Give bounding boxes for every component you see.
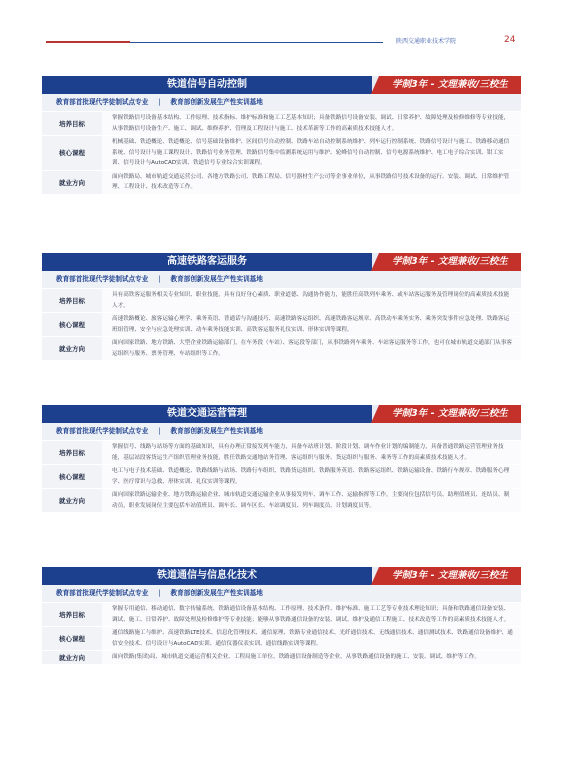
row-text: 通信线路施工与维护、高速铁路LTE技术、信息化管理技术、通信原理、铁路专业通信技术、光纤通信技术、无线通信技术、通信测试技术、铁路通信设备维护、通信安全技术、信号设计与AutoCAD实训、通信仪器仪表实训、通信线路实训等课程。 bbox=[102, 627, 521, 650]
row-career bbox=[42, 170, 521, 194]
section-tags bbox=[42, 94, 521, 111]
tag-apprenticeship: 教育部首批现代学徒制试点专业 bbox=[56, 427, 149, 435]
tag-apprenticeship: 教育部首批现代学徒制试点专业 bbox=[56, 275, 149, 283]
header-blue-rule bbox=[130, 42, 383, 43]
row-text: 掌握铁路信号设备基本结构、工作原理、技术指标、维护标准和施工工艺基本知识；具备铁路信号设备安装、调试、日常养护、故障处理及检修维修等专业技能，从事铁路信号设备生产、施工、调试、维修养护、管理及工程设计与施工、技术革新等工作的高素质技术技能人才。 bbox=[102, 112, 521, 135]
row-label: 核心课程 bbox=[42, 465, 102, 488]
program-title: 高速铁路客运服务 bbox=[42, 253, 372, 271]
program-section-high-speed-passenger bbox=[42, 253, 521, 360]
row-career bbox=[42, 488, 521, 512]
program-section-transport-operations bbox=[42, 405, 521, 512]
row-label: 核心课程 bbox=[42, 136, 102, 170]
row-label: 就业方向 bbox=[42, 651, 102, 664]
tag-training-base: 教育部创新发展生产性实训基地 bbox=[170, 275, 263, 283]
tag-apprenticeship: 教育部首批现代学徒制试点专业 bbox=[56, 98, 149, 106]
row-goal bbox=[42, 111, 521, 135]
row-label: 培养目标 bbox=[42, 441, 102, 464]
row-text: 面向铁路局、城市轨道交通运营公司、各地方铁路公司、铁路工程局、信号器材生产公司等企事业单位，从事铁路信号技术设备的运行、安装、调试、日常维护管理、工程设计、技术改造等工作。 bbox=[102, 171, 521, 194]
row-text: 面向铁路(集团)局、城市轨道交通运营相关企业、工程局施工单位、铁路通信设备制造等企业，从事铁路通信设备的施工、安装、调试、维护等工作。 bbox=[102, 651, 521, 664]
program-section-communications bbox=[42, 567, 521, 664]
section-tags bbox=[42, 423, 521, 440]
section-header bbox=[42, 567, 521, 585]
program-section-signal-control bbox=[42, 76, 521, 194]
row-text: 机械基础、铁道概论、铁道概论、信号基础设备维护、区间信号自动控制、铁路车站自动控制系统维护、列车运行控制系统、铁路信号设计与施工、铁路移动通信系统、信号设计与施工课程设计、铁路信号业务管理、铁路信号集中监测系统运用与维护、轮峰信号自动控制、信号电源系统维护、电工电子综合实训、钳工实训、信号设计与AutoCAD实训、铁道信号专业综合实训课程。 bbox=[102, 136, 521, 170]
tag-apprenticeship: 教育部首批现代学徒制试点专业 bbox=[56, 589, 149, 597]
header-red-rule bbox=[46, 41, 130, 43]
page-number: 24 bbox=[504, 35, 516, 45]
row-label: 就业方向 bbox=[42, 171, 102, 194]
row-text: 面向国家铁路运输企业、地方铁路运输企业、城市轨道交通运输企业从事接发列车、调车工作、运输指挥等工作，主要岗位包括信号员、助理值班员、连结员、制动员，职业发展岗位主要包括车站值班员、调车长、调车区长、车站调度员、列车调度员、计划调度员等。 bbox=[102, 489, 521, 512]
section-header bbox=[42, 76, 521, 94]
row-goal bbox=[42, 440, 521, 464]
row-label: 培养目标 bbox=[42, 112, 102, 135]
row-goal bbox=[42, 288, 521, 312]
program-duration: 学制3年 - 文理兼收/三校生 bbox=[379, 253, 521, 271]
row-core bbox=[42, 312, 521, 336]
row-core bbox=[42, 626, 521, 650]
section-tags bbox=[42, 271, 521, 288]
section-header bbox=[42, 405, 521, 423]
program-duration: 学制3年 - 文理兼收/三校生 bbox=[379, 405, 521, 423]
row-core bbox=[42, 135, 521, 170]
row-text: 面向国家铁路、地方铁路、大型企业铁路运输部门，在车务段（车站）、客运段等部门，从事铁路列车乘务、车站客运服务等工作，也可在城市轨道交通部门从事客运组织与服务、票务管理、车站组织等工作。 bbox=[102, 337, 521, 360]
program-title: 铁道信号自动控制 bbox=[42, 76, 372, 94]
school-name: 陕西交通职业技术学院 bbox=[396, 38, 457, 45]
row-core bbox=[42, 464, 521, 488]
tag-training-base: 教育部创新发展生产性实训基地 bbox=[170, 98, 263, 106]
row-text: 高速铁路概论、旅客运输心理学、乘务英语、普通话与沟通技巧、高速铁路客运组织、高速铁路客运规章、高铁动车乘务实务、乘务突发事件应急处理、铁路客运班组管理、安全与应急处理实训、动车乘务技能实训、高铁客运服务礼仪实训、形体实训等课程。 bbox=[102, 313, 521, 336]
program-duration: 学制3年 - 文理兼收/三校生 bbox=[379, 76, 521, 94]
tag-training-base: 教育部创新发展生产性实训基地 bbox=[170, 427, 263, 435]
row-career bbox=[42, 336, 521, 360]
program-duration: 学制3年 - 文理兼收/三校生 bbox=[379, 567, 521, 585]
tag-separator: | bbox=[158, 98, 161, 106]
row-label: 培养目标 bbox=[42, 603, 102, 626]
page-header bbox=[0, 0, 563, 60]
tag-separator: | bbox=[158, 275, 161, 283]
tag-separator: | bbox=[158, 427, 161, 435]
row-goal bbox=[42, 602, 521, 626]
row-label: 就业方向 bbox=[42, 337, 102, 360]
tag-separator: | bbox=[158, 589, 161, 597]
row-career bbox=[42, 650, 521, 664]
tag-training-base: 教育部创新发展生产性实训基地 bbox=[170, 589, 263, 597]
program-title: 铁道交通运营管理 bbox=[42, 405, 372, 423]
row-label: 就业方向 bbox=[42, 489, 102, 512]
row-text: 掌握专用通信、移动通信、数字传输系统、铁路通信设备基本结构、工作原理、技术条件、维护标准、施工工艺等专业技术理论知识；具备和铁路通信设备安装、调试、施工、日常养护、故障处理及检修维护等专业技能；能够从事铁路通信设备的安装、调试、维护及通信工程施工、技术改造等工作的高素质技术技能人才。 bbox=[102, 603, 521, 626]
row-text: 具有高铁客运服务相关专业知识、职业技能，具有良好身心素质、职业道德、沟通协作能力，能胜任高铁列车乘务、或车站客运服务及管理岗位的高素质技术技能人才。 bbox=[102, 289, 521, 312]
section-tags bbox=[42, 585, 521, 602]
row-label: 培养目标 bbox=[42, 289, 102, 312]
row-label: 核心课程 bbox=[42, 313, 102, 336]
row-label: 核心课程 bbox=[42, 627, 102, 650]
section-header bbox=[42, 253, 521, 271]
row-text: 电工与电子技术基础、铁道概论、铁路线路与站场、铁路行车组织、铁路货运组织、铁路服务英语、铁路客运组织、铁路运输设备、铁路行车规章、铁路服务心理学、医疗常识与急救、形体实训、礼仪实训等课程。 bbox=[102, 465, 521, 488]
program-title: 铁道通信与信息化技术 bbox=[42, 567, 372, 585]
row-text: 掌握信号、线路与站场等方面的基础知识，具有办理正常接发列车能力，具备车站班计划、阶段计划、调车作业计划的编制能力，具备普通铁路运营管理业务技能，基层站段客货运生产组织管理业务技能，胜任铁路交通地站务管理、客运组织与服务、货运组织与服务、乘务等工作的高素质技术技能人才。 bbox=[102, 441, 521, 464]
